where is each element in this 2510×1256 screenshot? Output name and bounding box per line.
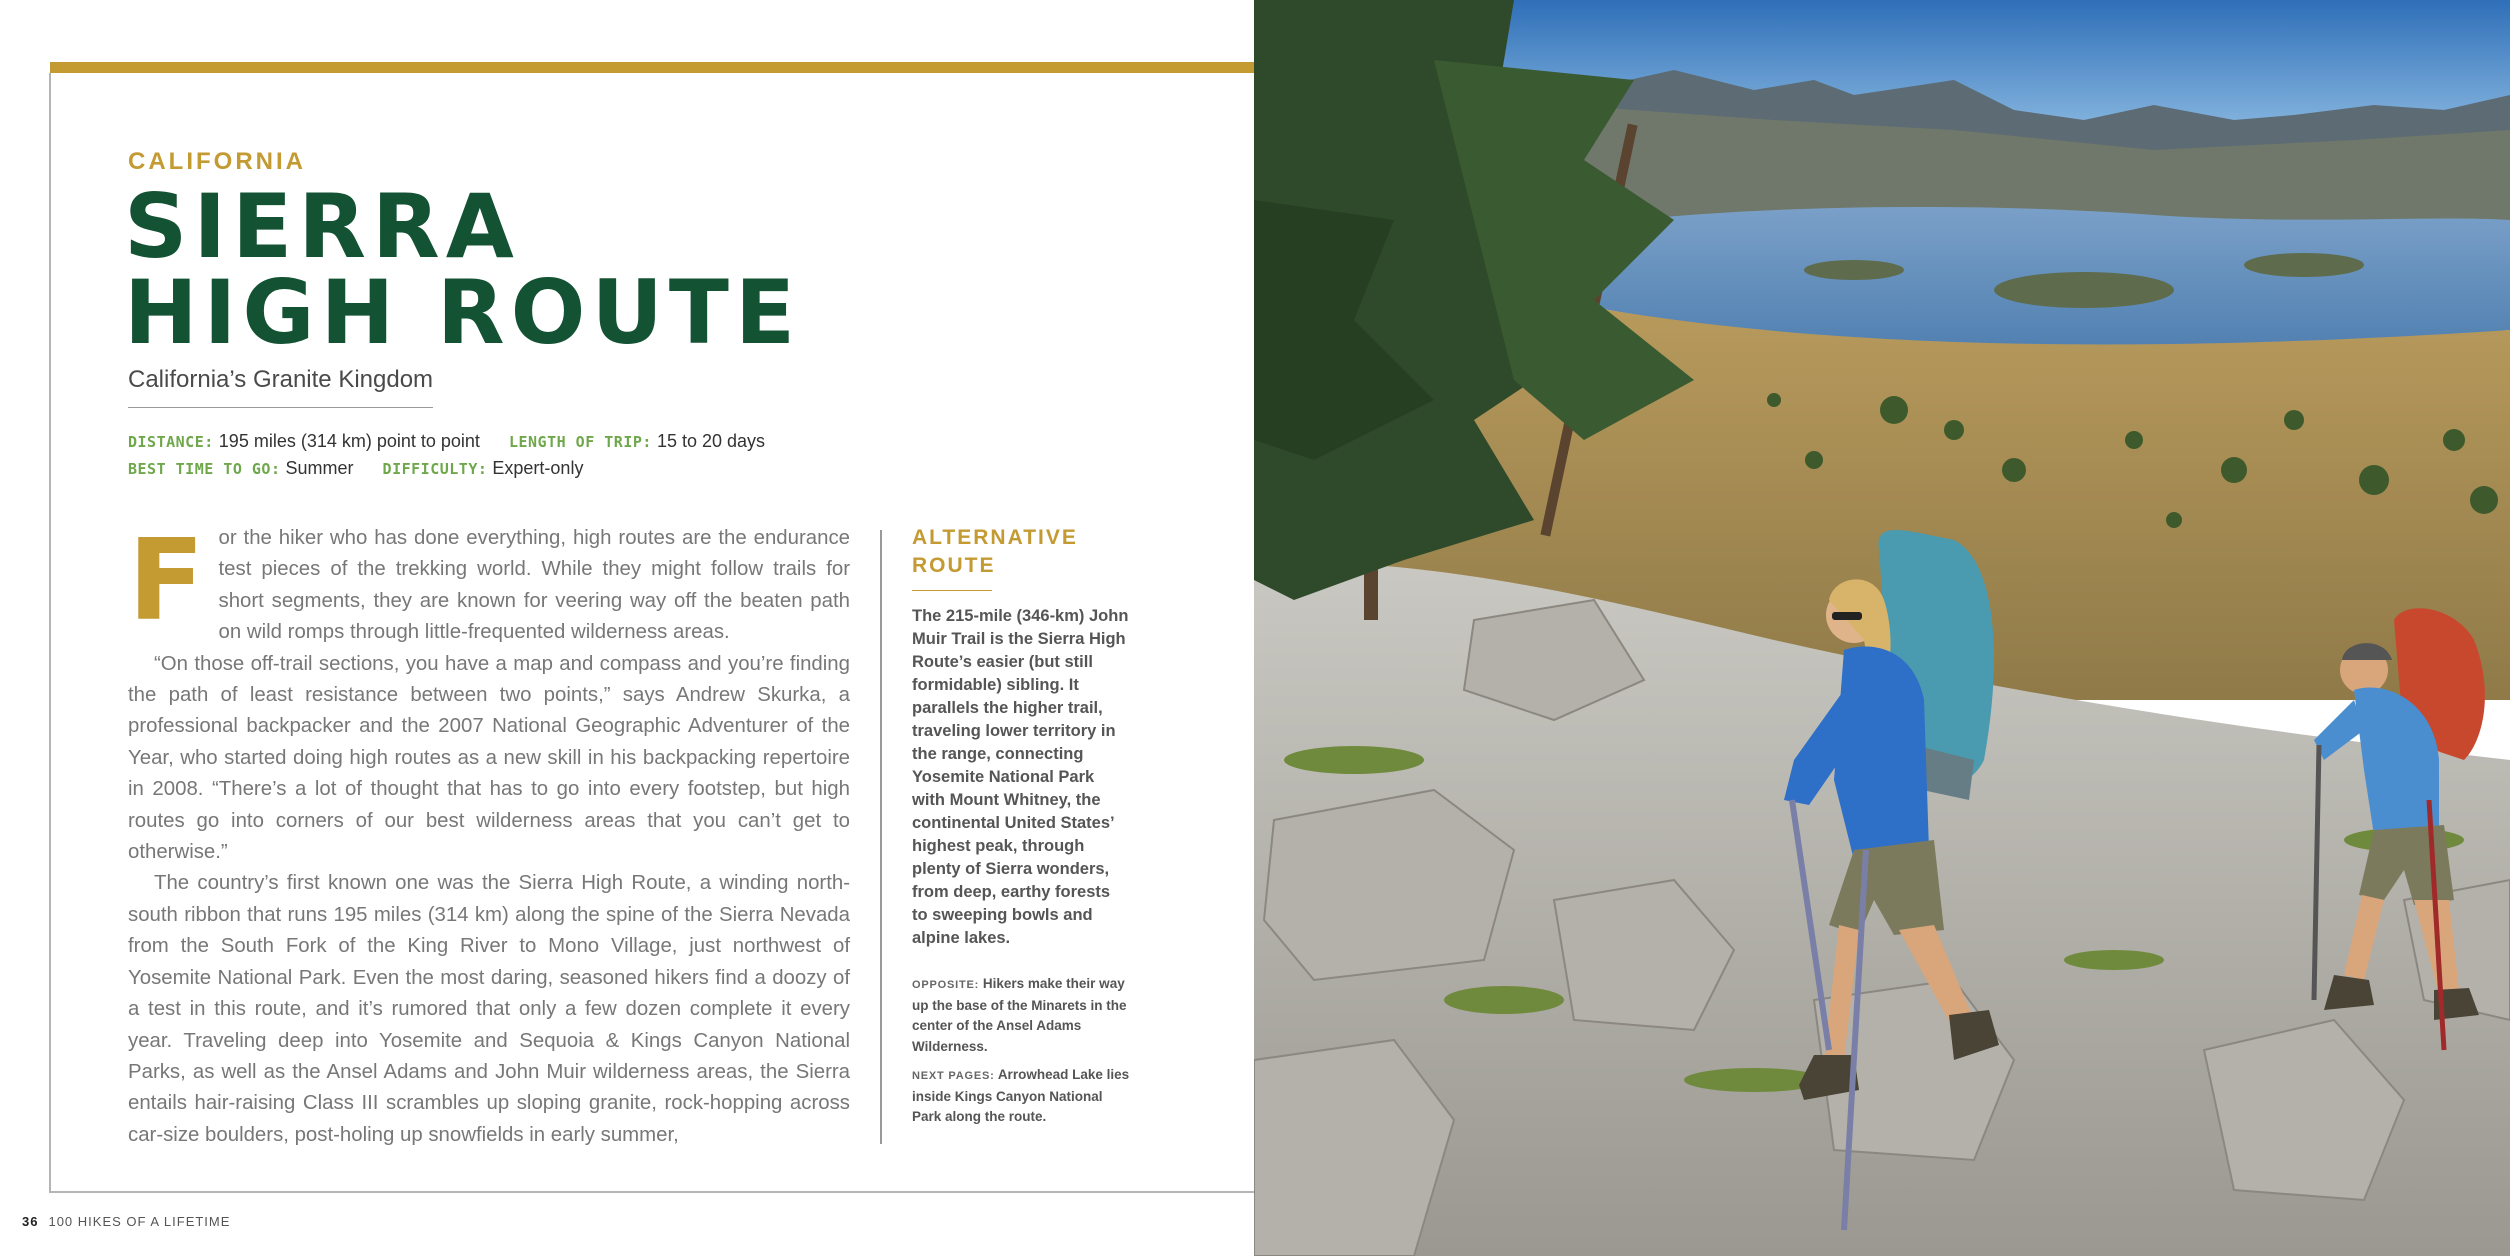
page-subtitle: California’s Granite Kingdom bbox=[128, 366, 434, 393]
paragraph-1-text: or the hiker who has done everything, high routes are the endurance test pieces of the trekking world. While they might follow trails for short segments, they are known for veering way off the beaten path on wild romps through little-frequented wilderness areas. bbox=[218, 527, 850, 644]
caption-next-pages-label: NEXT PAGES: bbox=[912, 1070, 995, 1082]
lake-island bbox=[2244, 253, 2364, 277]
sidebar-alternative-route bbox=[912, 524, 1130, 1136]
left-page bbox=[0, 0, 1254, 1256]
subtitle-rule bbox=[128, 407, 433, 408]
photo-illustration bbox=[1254, 0, 2510, 1256]
distance-value: 195 miles (314 km) point to point bbox=[218, 431, 480, 451]
sidebar-divider bbox=[880, 530, 882, 1144]
sidebar-heading-rule bbox=[912, 590, 992, 591]
lake-island bbox=[1994, 272, 2174, 308]
caption-opposite bbox=[912, 974, 1130, 1057]
hikers-photo bbox=[1254, 0, 2510, 1256]
page-title bbox=[124, 175, 802, 364]
frame-left-rule bbox=[49, 73, 51, 1193]
stats-row-2 bbox=[128, 455, 789, 482]
region-label: CALIFORNIA bbox=[128, 148, 306, 175]
lake-island bbox=[1804, 260, 1904, 280]
difficulty-label: DIFFICULTY: bbox=[382, 460, 488, 478]
title-line-2: HIGH ROUTE bbox=[124, 261, 802, 364]
trip-stats bbox=[128, 428, 789, 482]
best-time-label: BEST TIME TO GO: bbox=[128, 460, 281, 478]
paragraph-1 bbox=[128, 516, 850, 649]
page-number: 36 bbox=[22, 1214, 39, 1229]
sidebar-heading bbox=[912, 524, 1130, 580]
title-line-1: SIERRA bbox=[124, 175, 520, 278]
best-time-value: Summer bbox=[285, 458, 354, 478]
sidebar-heading-line-2: ROUTE bbox=[912, 554, 996, 577]
length-label: LENGTH OF TRIP: bbox=[508, 433, 652, 451]
drop-cap: F bbox=[128, 516, 205, 646]
photo-captions bbox=[912, 974, 1130, 1128]
page-footer bbox=[22, 1214, 230, 1229]
gold-top-rule bbox=[50, 62, 1254, 73]
caption-opposite-text: Hikers make their way up the base of the Minarets in the center of the Ansel Adams Wilderness. bbox=[912, 976, 1127, 1054]
sidebar-text: The 215-mile (346-km) John Muir Trail is the Sierra High Route’s easier (but still formidable) sibling. It parallels the higher trail, traveling lower territory in the range, connecting Yosemite National Park with Mount Whitney, the continental United States’ highest peak, through plenty of Sierra wonders, from deep, earthy forests to sweeping bowls and alpine lakes. bbox=[912, 607, 1129, 947]
caption-next-pages-text: Arrowhead Lake lies inside Kings Canyon National Park along the route. bbox=[912, 1067, 1130, 1124]
article-body bbox=[128, 516, 850, 1151]
paragraph-3: The country’s first known one was the Sierra High Route, a winding north-south ribbon that runs 195 miles (314 km) along the spine of the Sierra Nevada from the South Fork of the King River to Mono Village, just northwest of Yosemite National Park. Even the most daring, seasoned hikers find a doozy of a test in this route, and it’s rumored that only a few dozen complete it every year. Traveling deep into Yosemite and Sequoia & Kings Canyon National Parks, as well as the Ansel Adams and John Muir wilderness areas, the Sierra entails hair-raising Class III scrambles up sloping granite, rock-hopping across car-size boulders, post-holing up snowfields in early summer, bbox=[128, 872, 850, 1146]
paragraph-2: “On those off-trail sections, you have a map and compass and you’re finding the path of least resistance between two points,” says Andrew Skurka, a professional backpacker and the 2007 National Geographic Adventurer of the Year, who started doing high routes as a new skill in his backpacking repertoire in 2008. “There’s a lot of thought that has to go into every footstep, but high routes go into corners of our best wilderness areas that you can’t get to otherwise.” bbox=[128, 652, 850, 864]
difficulty-value: Expert-only bbox=[492, 458, 584, 478]
stats-row-1 bbox=[128, 428, 789, 455]
frame-bottom-rule bbox=[49, 1191, 1254, 1193]
caption-opposite-label: OPPOSITE: bbox=[912, 979, 980, 991]
length-value: 15 to 20 days bbox=[656, 431, 766, 451]
distance-label: DISTANCE: bbox=[128, 433, 214, 451]
caption-next-pages bbox=[912, 1065, 1130, 1128]
sidebar-heading-line-1: ALTERNATIVE bbox=[912, 526, 1078, 549]
book-title: 100 HIKES OF A LIFETIME bbox=[48, 1214, 231, 1229]
